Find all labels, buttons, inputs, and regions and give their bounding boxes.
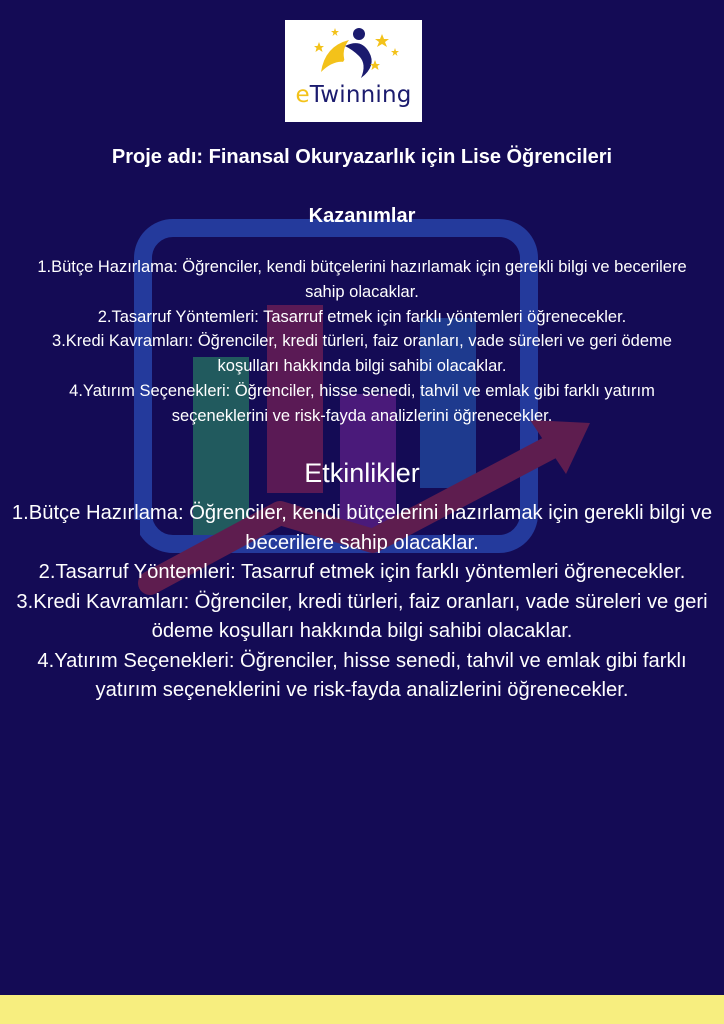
logo-wordmark	[285, 82, 422, 108]
project-title: Proje adı: Finansal Okuryazarlık için Lise Öğrencileri	[111, 146, 613, 168]
bottom-accent-bar	[0, 995, 724, 1024]
etwinning-emblem-icon	[285, 20, 422, 90]
etkinlikler-list	[10, 499, 714, 706]
kazanimlar-heading: Kazanımlar	[308, 205, 416, 227]
etkinlik-item-2: 2.Tasarruf Yöntemleri: Tasarruf etmek için farklı yöntemleri öğrenecekler.	[38, 561, 686, 583]
etwinning-logo	[285, 20, 422, 122]
etkinlik-item-3: 3.Kredi Kavramları: Öğrenciler, kredi türleri, faiz oranları, vade süreleri ve geri ödeme koşulları hakkında bilgi sahibi olacaklar.	[16, 590, 708, 642]
etkinlik-item-1: 1.Bütçe Hazırlama: Öğrenciler, kendi bütçelerini hazırlamak için gerekli bilgi ve becerilere sahip olacaklar.	[11, 502, 713, 554]
logo-wordmark-e: e	[295, 82, 310, 108]
etkinlikler-heading: Etkinlikler	[304, 458, 420, 488]
kazanim-item-2: 2.Tasarruf Yöntemleri: Tasarruf etmek için farklı yöntemleri öğrenecekler.	[97, 307, 627, 326]
kazanim-item-1: 1.Bütçe Hazırlama: Öğrenciler, kendi bütçelerini hazırlamak için gerekli bilgi ve becerilere sahip olacaklar.	[37, 258, 687, 301]
logo-wordmark-rest: Twinning	[309, 82, 412, 108]
kazanimlar-list	[30, 255, 694, 429]
kazanim-item-4: 4.Yatırım Seçenekleri: Öğrenciler, hisse senedi, tahvil ve emlak gibi farklı yatırım seçeneklerini ve risk-fayda analizlerini öğrenecekler.	[69, 381, 655, 425]
etkinlik-item-4: 4.Yatırım Seçenekleri: Öğrenciler, hisse senedi, tahvil ve emlak gibi farklı yatırım seçeneklerini ve risk-fayda analizlerini öğrenecekler.	[37, 649, 687, 701]
kazanim-item-3: 3.Kredi Kavramları: Öğrenciler, kredi türleri, faiz oranları, vade süreleri ve geri ödeme koşulları hakkında bilgi sahibi olacaklar.	[52, 332, 672, 376]
